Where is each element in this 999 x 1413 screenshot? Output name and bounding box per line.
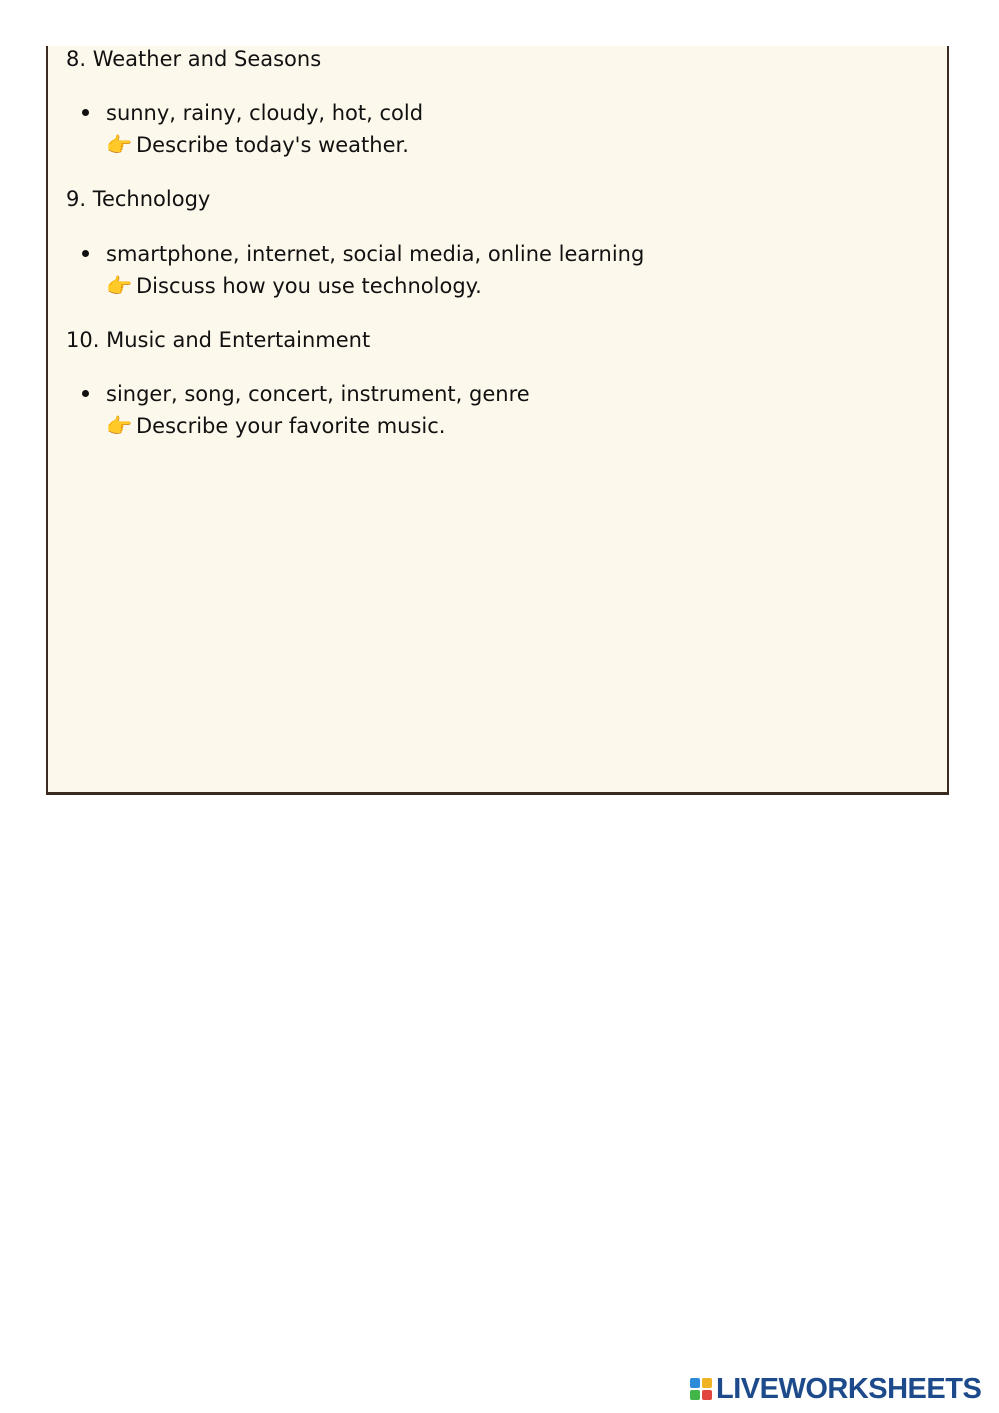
logo-grid-icon: [690, 1378, 712, 1400]
bullet-dot: [82, 390, 89, 397]
task-text: Discuss how you use technology.: [136, 274, 482, 298]
bullet-dot: [82, 250, 89, 257]
logo-text: LIVEWORKSHEETS: [716, 1372, 982, 1405]
pointing-hand-icon: 👉: [106, 133, 133, 157]
vocabulary-list-weather: sunny, rainy, cloudy, hot, cold: [106, 101, 424, 125]
vocabulary-list-music: singer, song, concert, instrument, genre: [106, 382, 530, 406]
task-weather: [106, 132, 409, 158]
bullet-dot: [82, 109, 89, 116]
task-technology: [106, 273, 482, 299]
topic-heading-weather: 8. Weather and Seasons: [66, 47, 322, 71]
topic-heading-music: 10. Music and Entertainment: [66, 328, 371, 352]
liveworksheets-logo: [690, 1374, 981, 1404]
pointing-hand-icon: 👉: [106, 274, 133, 298]
task-text: Describe today's weather.: [136, 133, 409, 157]
vocabulary-list-technology: smartphone, internet, social media, online learning: [106, 242, 645, 266]
task-music: [106, 413, 445, 439]
task-text: Describe your favorite music.: [136, 414, 446, 438]
pointing-hand-icon: 👉: [106, 414, 133, 438]
topic-heading-technology: 9. Technology: [66, 187, 211, 211]
worksheet-panel: [46, 46, 949, 795]
